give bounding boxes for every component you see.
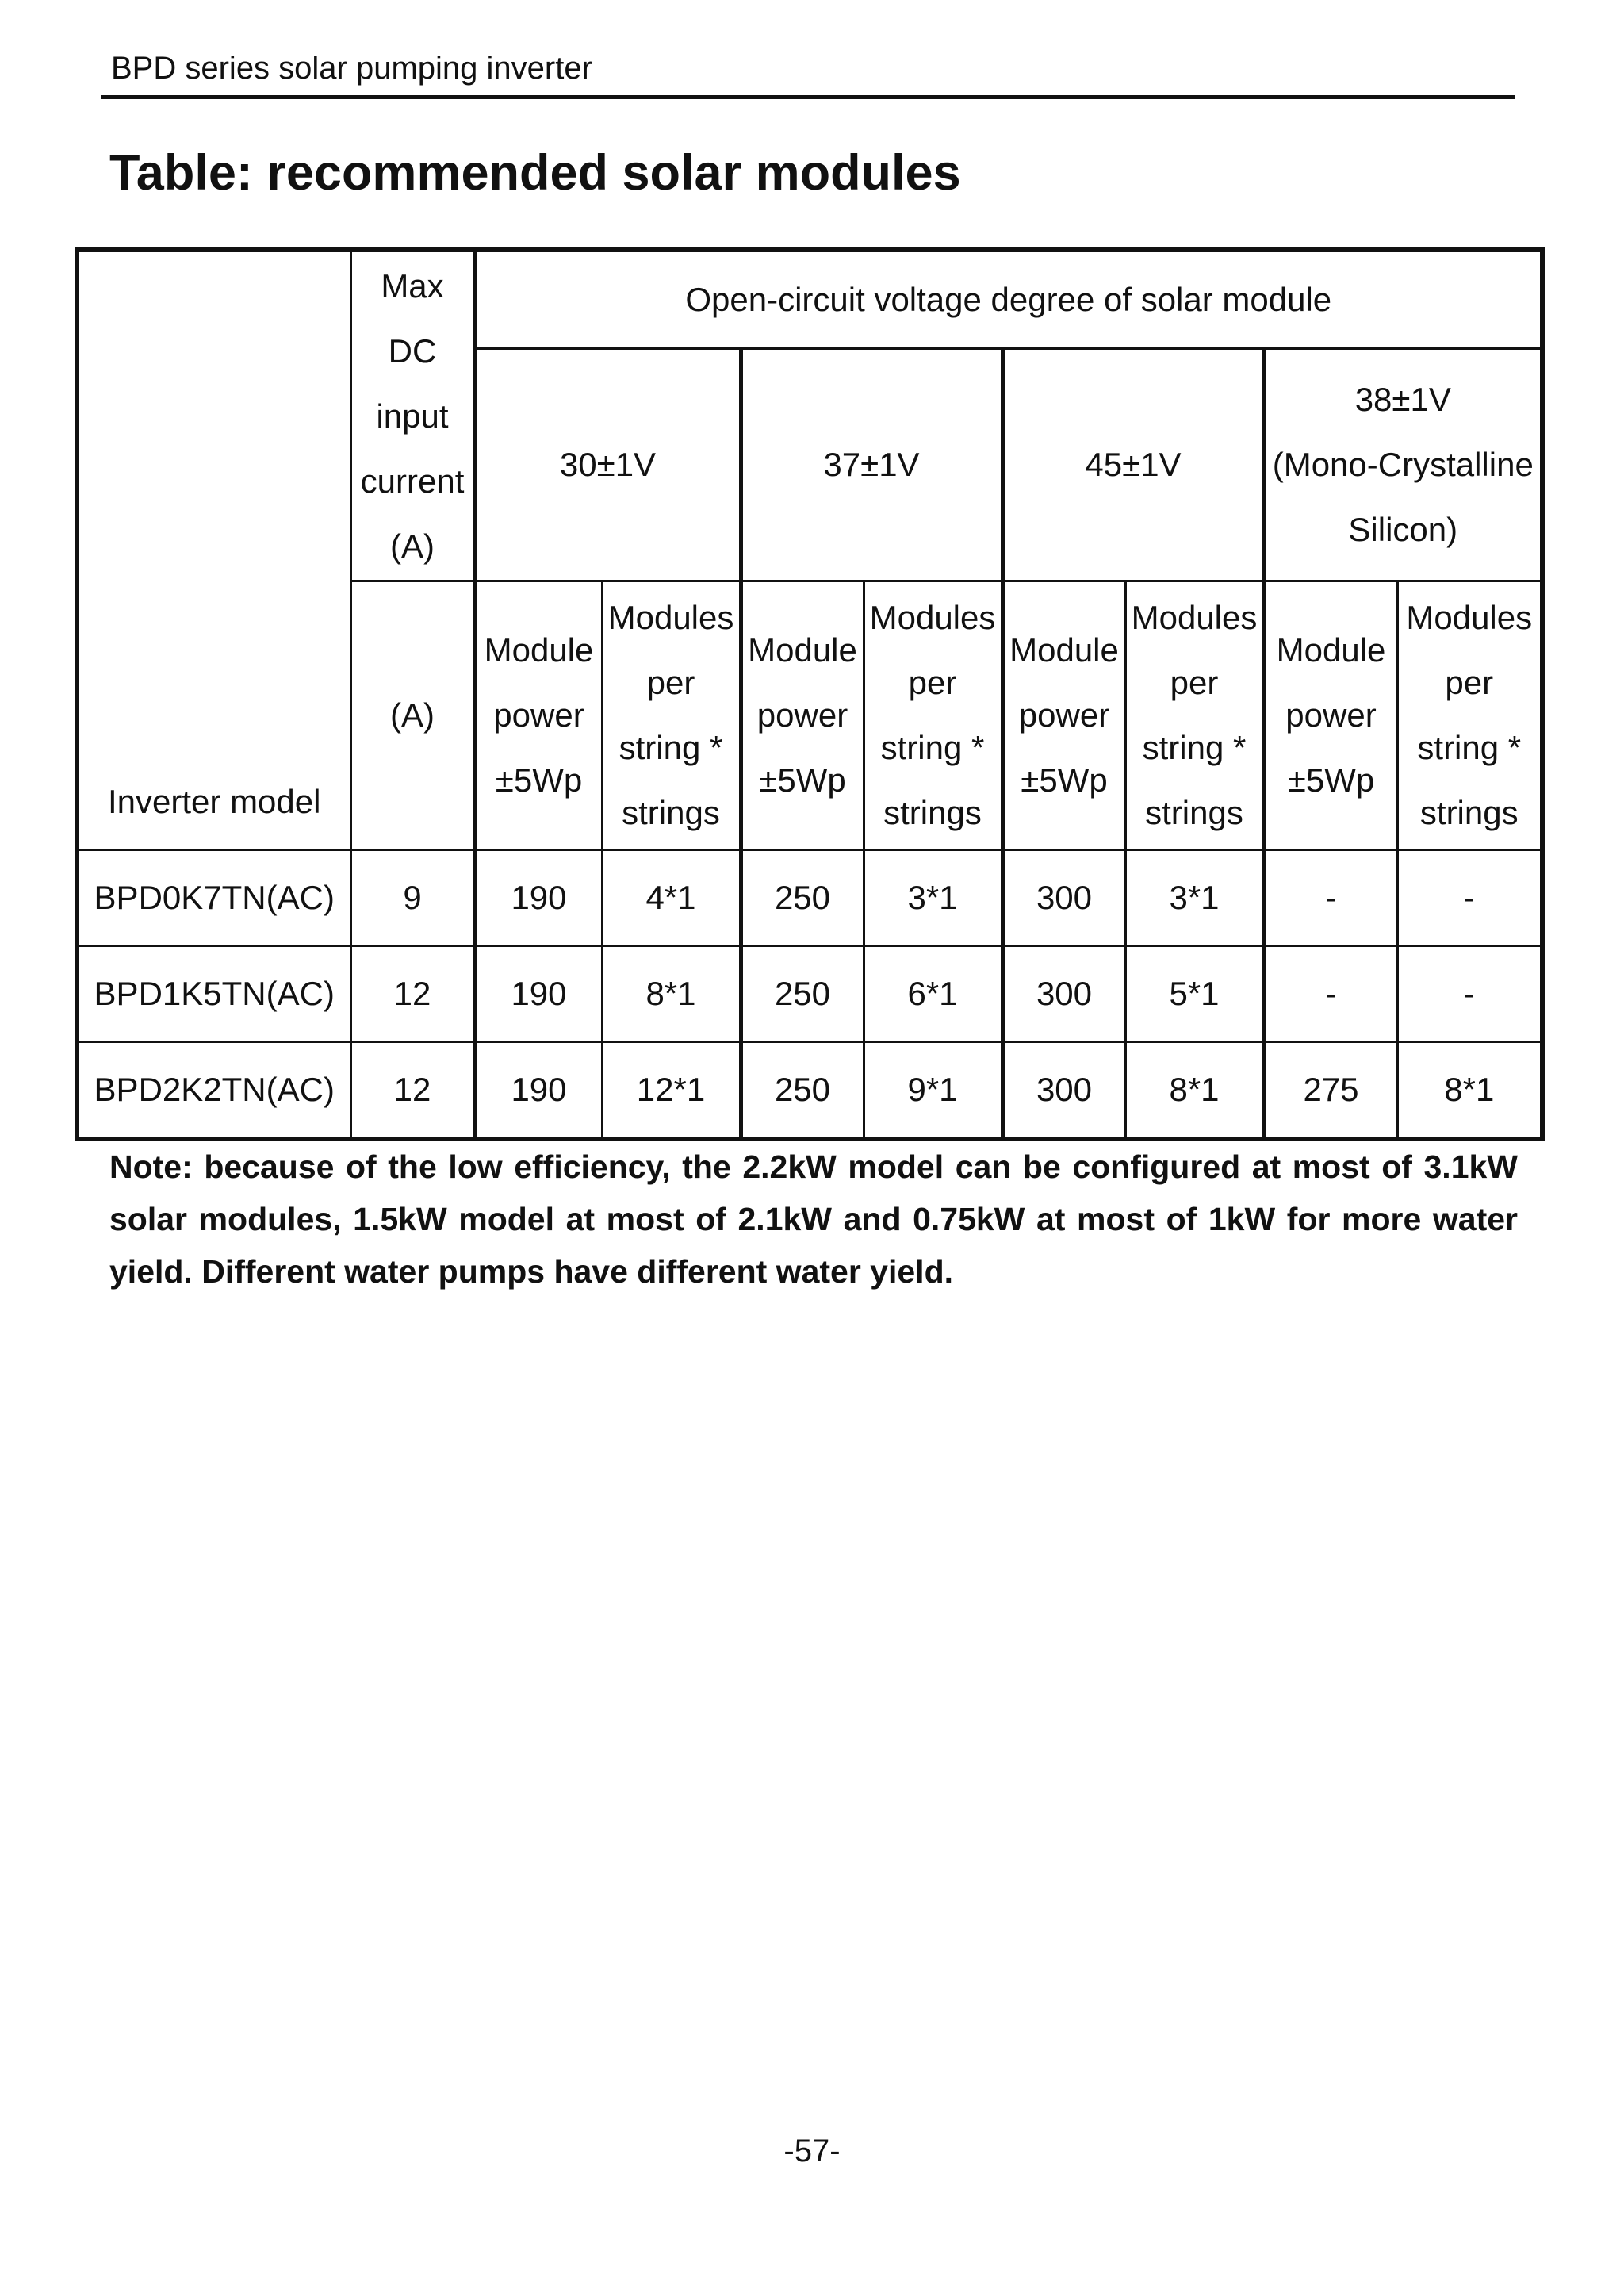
modules-per-string-line: string * <box>1417 729 1522 766</box>
module-power-line: ±5Wp <box>1021 761 1108 799</box>
running-header: BPD series solar pumping inverter <box>111 51 592 86</box>
module-power-line: power <box>1018 696 1110 734</box>
modules-per-string-line: per <box>908 664 957 701</box>
modules-per-string-line: per <box>1170 664 1219 701</box>
max-dc-line: current <box>360 462 465 500</box>
voltage-group-line: Silicon) <box>1348 511 1458 548</box>
module-power-line: Module <box>1009 631 1119 669</box>
module-power-cell: - <box>1264 946 1397 1042</box>
modules-per-string-line: Modules <box>607 599 734 636</box>
module-power-cell: 250 <box>741 946 864 1042</box>
max-dc-line: Max <box>381 266 444 305</box>
modules-per-string-cell: 9*1 <box>864 1042 1002 1140</box>
modules-per-string-line: Modules <box>1406 599 1533 636</box>
modules-per-string-cell: 8*1 <box>1125 1042 1264 1140</box>
modules-per-string-line: strings <box>1145 794 1243 831</box>
module-power-line: ±5Wp <box>1287 761 1375 799</box>
page-title: Table: recommended solar modules <box>109 145 961 201</box>
modules-per-string-cell: - <box>1397 946 1542 1042</box>
modules-per-string-header <box>1125 581 1264 850</box>
modules-per-string-cell: 3*1 <box>864 850 1002 946</box>
max-dc-line: input <box>376 397 449 435</box>
current-unit-header: (A) <box>350 581 475 850</box>
modules-per-string-cell: 5*1 <box>1125 946 1264 1042</box>
modules-per-string-line: string * <box>619 729 723 766</box>
table-row <box>77 1042 1542 1140</box>
voltage-group-line: (Mono-Crystalline <box>1272 446 1534 483</box>
module-power-cell: - <box>1264 850 1397 946</box>
modules-per-string-cell: - <box>1397 850 1542 946</box>
modules-per-string-line: strings <box>1419 794 1519 831</box>
modules-per-string-cell: 8*1 <box>602 946 741 1042</box>
module-power-cell: 300 <box>1002 850 1125 946</box>
modules-per-string-header <box>864 581 1002 850</box>
module-power-line: ±5Wp <box>495 761 583 799</box>
modules-per-string-line: string * <box>1142 729 1247 766</box>
modules-per-string-line: Modules <box>869 599 996 636</box>
module-power-line: Module <box>1276 631 1386 669</box>
modules-per-string-line: per <box>646 664 695 701</box>
table-note: Note: because of the low efficiency, the 2.2kW model can be configured at most of 3.1kW solar modules, 1.5kW model at most of 2.1kW and 0.75kW at most of 1kW for more water yield. Different water pumps have different water yield. <box>109 1148 1518 1290</box>
voltage-group-line: 38±1V <box>1354 381 1451 418</box>
current-cell: 9 <box>350 850 475 946</box>
page-number: -57- <box>783 2134 841 2168</box>
modules-per-string-line: Modules <box>1131 599 1258 636</box>
modules-per-string-cell: 3*1 <box>1125 850 1264 946</box>
modules-per-string-cell: 4*1 <box>602 850 741 946</box>
modules-per-string-header <box>1397 581 1542 850</box>
voltage-group-30v: 30±1V <box>475 349 741 581</box>
module-power-cell: 190 <box>475 850 602 946</box>
module-power-line: Module <box>748 631 857 669</box>
module-power-header <box>1002 581 1125 850</box>
modules-per-string-cell: 6*1 <box>864 946 1002 1042</box>
header-rule <box>102 95 1515 99</box>
module-power-header <box>475 581 602 850</box>
module-power-cell: 250 <box>741 850 864 946</box>
current-cell: 12 <box>350 1042 475 1140</box>
modules-per-string-line: per <box>1445 664 1494 701</box>
inverter-model-cell: BPD0K7TN(AC) <box>77 850 350 946</box>
max-dc-line: (A) <box>390 527 435 565</box>
modules-per-string-cell: 8*1 <box>1397 1042 1542 1140</box>
module-power-cell: 300 <box>1002 1042 1125 1140</box>
modules-per-string-line: string * <box>880 729 985 766</box>
module-power-header <box>741 581 864 850</box>
module-power-header <box>1264 581 1397 850</box>
inverter-model-cell: BPD1K5TN(AC) <box>77 946 350 1042</box>
table-row <box>77 850 1542 946</box>
module-power-line: ±5Wp <box>759 761 846 799</box>
voltage-group-38v-mono <box>1264 349 1542 581</box>
module-power-line: power <box>1285 696 1377 734</box>
open-circuit-voltage-header: Open-circuit voltage degree of solar module <box>475 250 1542 349</box>
voltage-group-37v: 37±1V <box>741 349 1002 581</box>
table-row <box>77 946 1542 1042</box>
modules-per-string-cell: 12*1 <box>602 1042 741 1140</box>
module-power-cell: 190 <box>475 1042 602 1140</box>
module-power-line: power <box>756 696 848 734</box>
inverter-model-cell: BPD2K2TN(AC) <box>77 1042 350 1140</box>
modules-per-string-line: strings <box>883 794 982 831</box>
header-row-1 <box>77 250 1542 349</box>
max-dc-line: DC <box>388 332 437 370</box>
module-power-cell: 250 <box>741 1042 864 1140</box>
module-power-line: power <box>493 696 584 734</box>
max-dc-current-header <box>350 250 475 581</box>
modules-per-string-line: strings <box>622 794 720 831</box>
module-power-cell: 190 <box>475 946 602 1042</box>
recommended-modules-table <box>75 247 1545 1141</box>
inverter-model-header: Inverter model <box>77 250 350 850</box>
modules-per-string-header <box>602 581 741 850</box>
module-power-cell: 275 <box>1264 1042 1397 1140</box>
voltage-group-45v: 45±1V <box>1002 349 1264 581</box>
module-power-line: Module <box>484 631 594 669</box>
module-power-cell: 300 <box>1002 946 1125 1042</box>
current-cell: 12 <box>350 946 475 1042</box>
